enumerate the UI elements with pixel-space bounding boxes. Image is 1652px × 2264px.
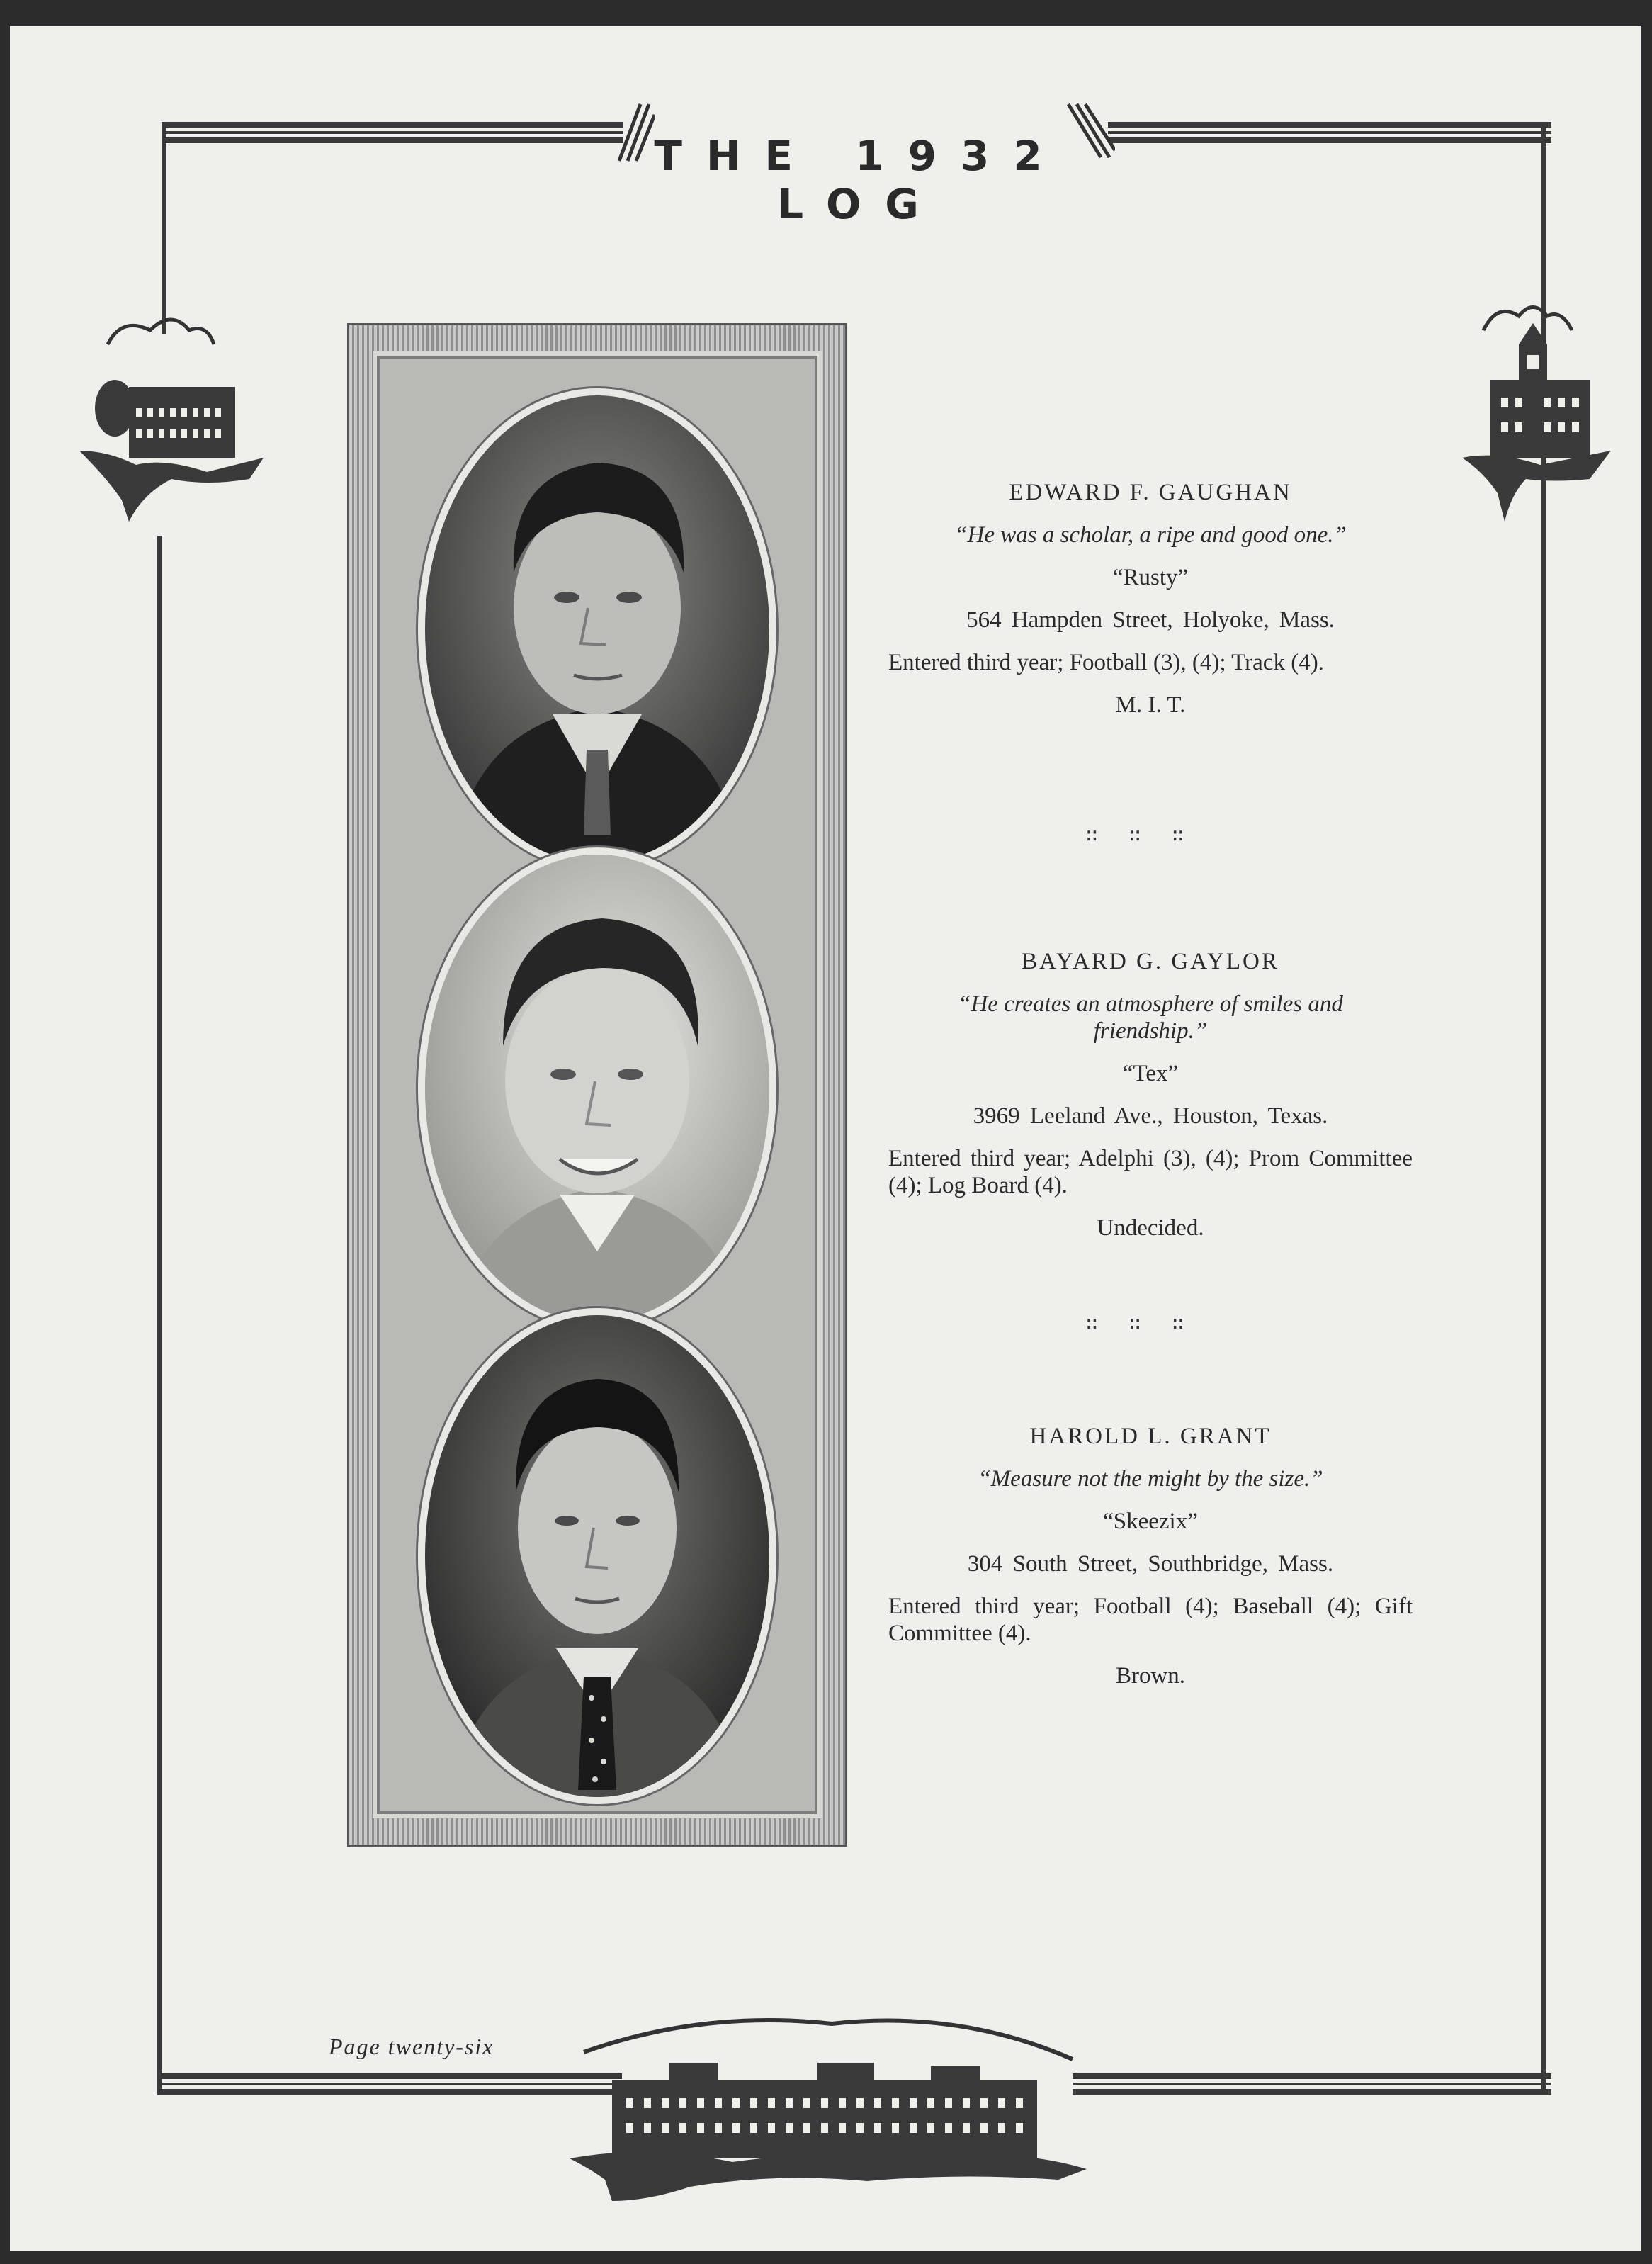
entry-nickname: “Tex”: [1122, 1061, 1179, 1086]
frame-bottom-left-rule: [157, 2073, 622, 2095]
entry-quote: “He was a scholar, a ripe and good one.”: [954, 522, 1347, 548]
entry-3: [888, 1423, 1413, 1689]
entry-1: [888, 479, 1413, 719]
entry-quote: “Measure not the might by the size.”: [978, 1466, 1323, 1492]
page-header-title: THE 1932 LOG: [654, 132, 1066, 228]
entry-activities: Entered third year; Football (4); Baseball (4); Gift Committee (4).: [888, 1594, 1413, 1646]
portrait-photo-3: [418, 1308, 776, 1804]
page-number-label: Page twenty-six: [329, 2034, 494, 2059]
frame-top-right-rule: [1108, 122, 1551, 143]
frame-left-rule: [157, 536, 162, 2095]
entry-name: EDWARD F. GAUGHAN: [1009, 480, 1292, 505]
building-vignette-right: [1448, 281, 1632, 536]
title-right-slashes: [1065, 101, 1115, 164]
entry-2: [888, 948, 1413, 1241]
portrait-photo-2: [418, 847, 776, 1329]
entry-address: 564 Hampden Street, Holyoke, Mass.: [966, 607, 1335, 633]
portrait-photo-1: [418, 388, 776, 870]
entry-address: 304 South Street, Southbridge, Mass.: [967, 1551, 1334, 1577]
entry-name: HAROLD L. GRANT: [1029, 1424, 1272, 1449]
building-vignette-left: [65, 288, 278, 550]
entry-nickname: “Skeezix”: [1103, 1509, 1198, 1534]
entry-activities: Entered third year; Adelphi (3), (4); Prom Committee (4); Log Board (4).: [888, 1146, 1413, 1198]
entry-address: 3969 Leeland Ave., Houston, Texas.: [973, 1103, 1328, 1129]
entry-college: M. I. T.: [1115, 692, 1186, 718]
yearbook-page: [10, 26, 1641, 2251]
entry-separator-2: ∷∷∷: [1085, 1312, 1216, 1335]
entry-quote: “He creates an atmosphere of smiles and friendship.”: [958, 991, 1343, 1044]
entry-activities: Entered third year; Football (3), (4); Track (4).: [888, 650, 1324, 675]
entry-name: BAYARD G. GAYLOR: [1022, 949, 1279, 974]
portrait-panel: [347, 323, 847, 1847]
entry-college: Undecided.: [1097, 1215, 1204, 1241]
entry-separator-1: ∷∷∷: [1085, 823, 1216, 847]
frame-bottom-right-rule: [1073, 2073, 1551, 2095]
campus-building-vignette: [562, 1995, 1101, 2208]
entry-nickname: “Rusty”: [1112, 565, 1189, 590]
frame-top-left-rule: [163, 122, 623, 143]
entry-college: Brown.: [1115, 1663, 1186, 1689]
